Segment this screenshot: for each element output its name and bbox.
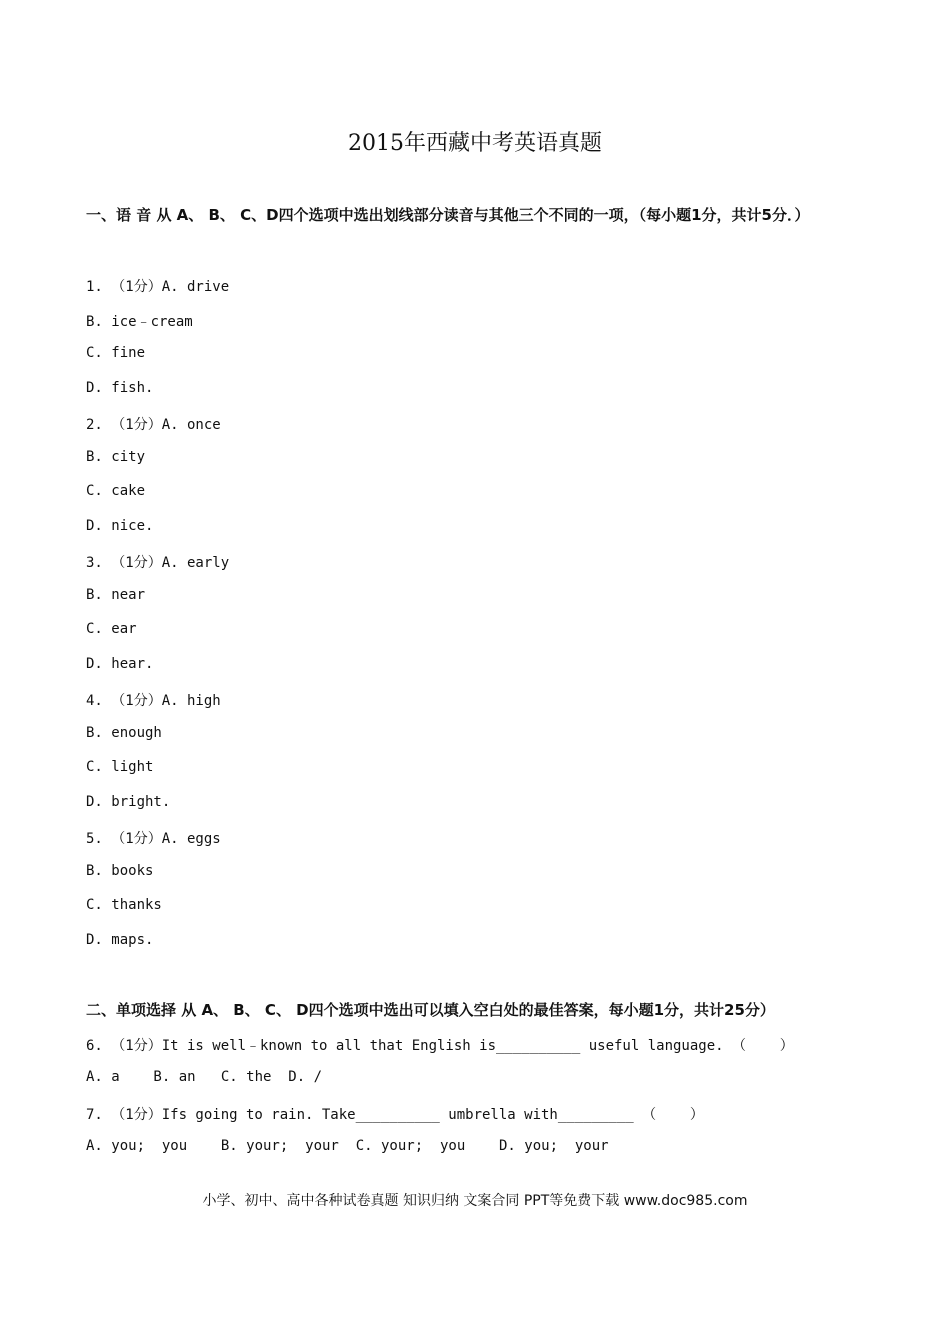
question-5: 5. （1分）A. eggs — [86, 831, 221, 847]
option-line: B. near — [86, 587, 146, 603]
question-4: 4. （1分）A. high — [86, 693, 221, 709]
footer-text: 小学、初中、高中各种试卷真题 知识归纳 文案合同 PPT等免费下载 www.doc985.com — [202, 1193, 748, 1209]
option-line: D. fish. — [86, 380, 154, 396]
option-line: D. hear. — [86, 656, 154, 672]
option-line: C. light — [86, 759, 154, 775]
question-2: 2. （1分）A. once — [86, 417, 221, 433]
page-title: 2015年西藏中考英语真题 — [348, 131, 602, 156]
option-line: B. enough — [86, 725, 162, 741]
option-line: B. books — [86, 863, 154, 879]
question-3: 3. （1分）A. early — [86, 555, 230, 571]
option-line: D. bright. — [86, 794, 171, 810]
option-line: A. you; you B. your; your C. your; you D. you; your — [86, 1138, 609, 1154]
question-6: 6. （1分）It is well﹣known to all that English is__________ useful language. （ ） — [86, 1038, 794, 1054]
option-line: D. maps. — [86, 932, 154, 948]
option-line: C. ear — [86, 621, 137, 637]
option-line: C. thanks — [86, 897, 162, 913]
option-line: B. ice﹣cream — [86, 314, 193, 330]
section-2-heading: 二、单项选择 从 A、 B、 C、 D四个选项中选出可以填入空白处的最佳答案，每小题1分，共计25分） — [86, 1001, 775, 1019]
option-line: B. city — [86, 449, 146, 465]
option-line: C. fine — [86, 345, 146, 361]
option-line: D. nice. — [86, 518, 154, 534]
option-line: C. cake — [86, 483, 146, 499]
section-1-heading: 一、语 音 从 A、 B、 C、D四个选项中选出划线部分读音与其他三个不同的一项，（每小题1分，共计5分．） — [86, 206, 810, 224]
question-1: 1. （1分）A. drive — [86, 279, 230, 295]
question-7: 7. （1分）Ifs going to rain. Take__________ umbrella with_________ （ ） — [86, 1107, 704, 1123]
option-line: A. a B. an C. the D. / — [86, 1069, 323, 1085]
